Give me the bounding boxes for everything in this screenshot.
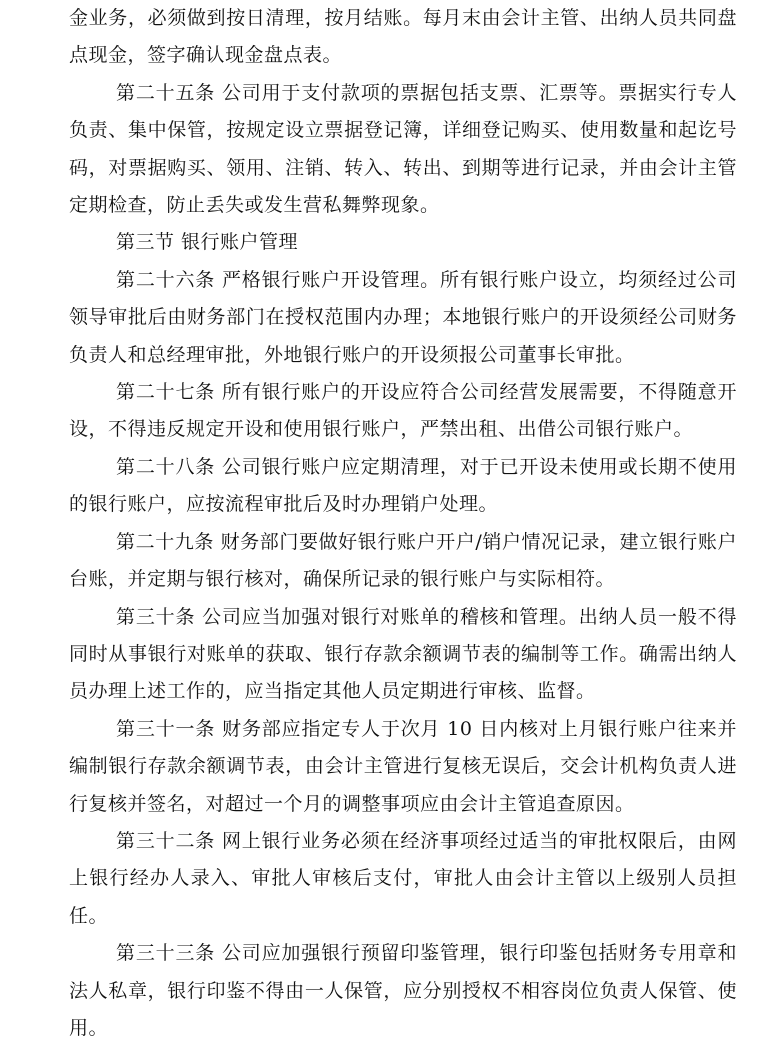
paragraph-article-32: 第三十二条 网上银行业务必须在经济事项经过适当的审批权限后，由网上银行经办人录入、审批人审核后支付，审批人由会计主管以上级别人员担任。	[69, 829, 737, 927]
section-heading-bank-accounts: 第三节 银行账户管理	[116, 231, 299, 254]
paragraph-cash-continuation: 金业务，必须做到按日清理，按月结账。每月末由会计主管、出纳人员共同盘点现金，签字确认现金盘点表。	[69, 7, 737, 67]
paragraph-article-26: 第二十六条 严格银行账户开设管理。所有银行账户设立，均须经过公司领导审批后由财务部门在授权范围内办理；本地银行账户的开设须经公司财务负责人和总经理审批，外地银行账户的开设须报公司董事长审批。	[69, 268, 737, 366]
paragraph-article-28: 第二十八条 公司银行账户应定期清理，对于已开设未使用或长期不使用的银行账户，应按流程审批后及时办理销户处理。	[69, 455, 737, 516]
paragraph-article-30: 第三十条 公司应当加强对银行对账单的稽核和管理。出纳人员一般不得同时从事银行对账单的获取、银行存款余额调节表的编制等工作。确需出纳人员办理上述工作的，应当指定其他人员定期进行审核、监督。	[69, 605, 737, 703]
paragraph-article-25: 第二十五条 公司用于支付款项的票据包括支票、汇票等。票据实行专人负责、集中保管，按规定设立票据登记簿，详细登记购买、使用数量和起讫号码，对票据购买、领用、注销、转入、转出、到期等进行记录，并由会计主管定期检查，防止丢失或发生营私舞弊现象。	[69, 81, 737, 217]
paragraph-article-33: 第三十三条 公司应加强银行预留印鉴管理，银行印鉴包括财务专用章和法人私章，银行印鉴不得由一人保管，应分别授权不相容岗位负责人保管、使用。	[69, 942, 737, 1039]
paragraph-article-31: 第三十一条 财务部应指定专人于次月 10 日内核对上月银行账户往来并编制银行存款余额调节表，由会计主管进行复核无误后，交会计机构负责人进行复核并签名，对超过一个月的调整事项应由会计主管追查原因。	[69, 717, 737, 815]
paragraph-article-27: 第二十七条 所有银行账户的开设应符合公司经营发展需要，不得随意开设，不得违反规定开设和使用银行账户，严禁出租、出借公司银行账户。	[69, 381, 737, 441]
document-page	[69, 0, 737, 1047]
paragraph-article-29: 第二十九条 财务部门要做好银行账户开户/销户情况记录，建立银行账户台账，并定期与银行核对，确保所记录的银行账户与实际相符。	[69, 530, 737, 591]
